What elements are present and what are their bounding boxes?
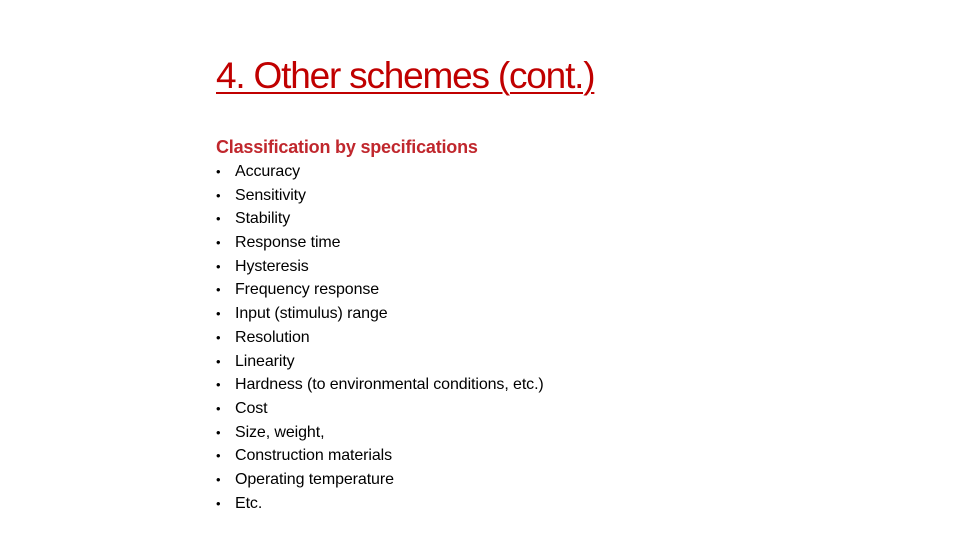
bullet-text: Cost [235,399,268,417]
bullet-text: Input (stimulus) range [235,305,388,323]
bullet-dot-icon: • [216,258,221,274]
bullet-dot-icon: • [216,282,221,298]
bullet-dot-icon: • [216,329,221,345]
bullet-dot-icon: • [216,400,221,416]
bullet-text: Hysteresis [235,257,309,275]
bullet-dot-icon: • [216,377,221,393]
bullet-dot-icon: • [216,187,221,203]
bullet-dot-icon: • [216,211,221,227]
bullet-dot-icon: • [216,164,221,179]
bullet-dot-icon: • [216,424,221,440]
slide-subtitle: Classification by specifications [216,137,478,157]
bullet-text: Linearity [235,352,295,370]
bullet-dot-icon: • [216,448,221,464]
bullet-dot-icon: • [216,471,221,487]
bullet-text: Etc. [235,494,263,512]
bullet-text: Stability [235,210,291,228]
bullet-text: Frequency response [235,281,380,299]
bullet-text: Size, weight, [235,423,325,441]
bullet-text: Resolution [235,328,310,346]
bullet-dot-icon: • [216,235,221,251]
bullet-text: Operating temperature [235,470,394,488]
bullet-text: Response time [235,234,341,252]
slide-title: 4. Other schemes (cont.) [216,55,595,96]
bullet-text: Construction materials [235,447,392,465]
bullet-text: Hardness (to environmental conditions, etc.) [235,376,544,394]
bullet-dot-icon: • [216,306,221,322]
bullet-text: Sensitivity [235,186,306,204]
bullet-dot-icon: • [216,353,221,369]
bullet-text: Accuracy [235,163,300,180]
bullet-dot-icon: • [216,495,221,511]
